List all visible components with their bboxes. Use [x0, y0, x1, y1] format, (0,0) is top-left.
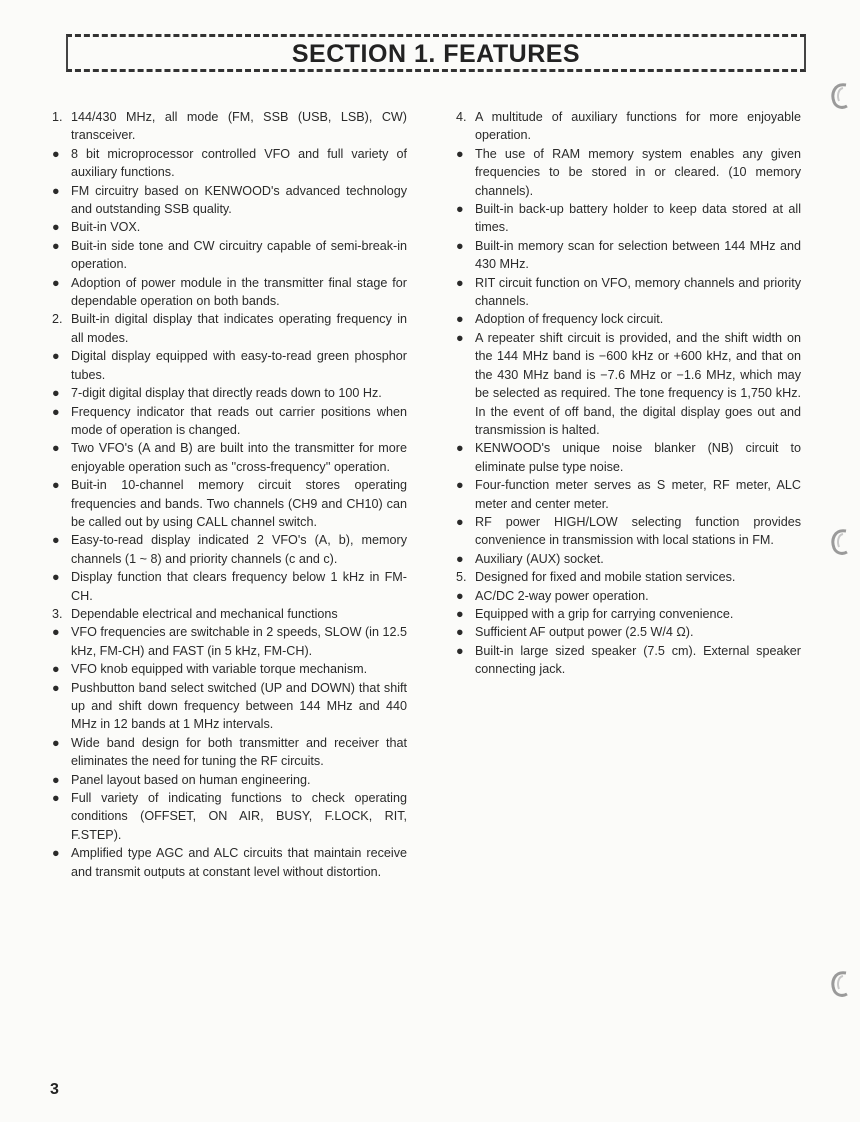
section-number: 3.: [52, 606, 63, 621]
bullet-marker: ●: [456, 238, 464, 253]
feature-item: [456, 623, 801, 641]
feature-text: Panel layout based on human engineering.: [71, 772, 311, 787]
feature-item: [52, 145, 407, 182]
feature-text: Frequency indicator that reads out carrier positions when mode of operation is changed.: [71, 404, 407, 437]
feature-text: Dependable electrical and mechanical functions: [71, 606, 338, 621]
feature-item: [52, 182, 407, 219]
bullet-marker: ●: [52, 680, 60, 695]
bullet-marker: ●: [52, 478, 60, 493]
bullet-marker: ●: [456, 551, 464, 566]
bullet-marker: ●: [52, 625, 60, 640]
feature-text: 8 bit microprocessor controlled VFO and full variety of auxiliary functions.: [71, 146, 407, 180]
bullet-marker: ●: [52, 146, 60, 161]
feature-text: Built-in back-up battery holder to keep data stored at all times.: [475, 202, 801, 235]
feature-item: [52, 789, 407, 844]
feature-text: Full variety of indicating functions to check operating conditions (OFFSET, ON AIR, BUSY, F.LOCK, RIT, F.STEP).: [71, 791, 407, 842]
feature-item: [456, 329, 801, 439]
feature-text: Wide band design for both transmitter and receiver that eliminates the need for tuning the RF circuits.: [71, 735, 407, 769]
bullet-marker: ●: [456, 312, 464, 327]
bullet-marker: ●: [456, 275, 464, 290]
feature-text: AC/DC 2-way power operation.: [475, 588, 649, 603]
feature-text: Built-in digital display that indicates operating frequency in all modes.: [71, 312, 407, 345]
feature-text: Buit-in side tone and CW circuitry capable of semi-break-in operation.: [71, 238, 407, 272]
bullet-marker: ●: [52, 662, 60, 677]
feature-item: [52, 844, 407, 881]
feature-item: [52, 734, 407, 771]
feature-text: Easy-to-read display indicated 2 VFO's (A, b), memory channels (1 ~ 8) and priority channels (c and c).: [71, 533, 407, 566]
feature-item: [52, 531, 407, 568]
feature-item: [456, 310, 801, 328]
feature-item: [52, 623, 407, 660]
feature-item: [52, 310, 407, 347]
feature-text: Sufficient AF output power (2.5 W/4 Ω).: [475, 625, 694, 640]
feature-text: Digital display equipped with easy-to-read green phosphor tubes.: [71, 349, 407, 382]
feature-item: [52, 274, 407, 311]
feature-text: FM circuitry based on KENWOOD's advanced technology and outstanding SSB quality.: [71, 183, 407, 217]
bullet-marker: ●: [456, 606, 464, 621]
bullet-marker: ●: [52, 570, 60, 585]
feature-text: RF power HIGH/LOW selecting function provides convenience in transmission with local stations in FM.: [475, 514, 801, 548]
bullet-marker: ●: [52, 533, 60, 548]
section-number: 4.: [456, 110, 467, 124]
bullet-marker: ●: [456, 478, 464, 493]
section-title: SECTION 1. FEATURES: [291, 40, 581, 68]
section-number: 2.: [52, 312, 63, 327]
feature-text: Adoption of frequency lock circuit.: [475, 312, 664, 327]
bullet-marker: ●: [456, 643, 464, 658]
feature-text: 7-digit digital display that directly reads down to 100 Hz.: [71, 386, 382, 401]
bullet-marker: ●: [456, 202, 464, 217]
feature-item: [456, 568, 801, 586]
feature-item: [52, 439, 407, 476]
feature-text: Adoption of power module in the transmitter final stage for dependable operation on both bands.: [71, 275, 407, 309]
feature-item: [456, 550, 801, 568]
feature-item: [456, 642, 801, 679]
bullet-marker: ●: [52, 791, 60, 806]
feature-item: [456, 200, 801, 237]
feature-item: [52, 384, 407, 402]
feature-text: A multitude of auxiliary functions for more enjoyable operation.: [475, 110, 801, 143]
feature-item: [52, 568, 407, 605]
binder-hole-icon: [828, 970, 850, 998]
feature-item: [456, 605, 801, 623]
feature-text: Built-in large sized speaker (7.5 cm). External speaker connecting jack.: [475, 643, 801, 677]
feature-item: [52, 679, 407, 734]
bullet-marker: ●: [456, 588, 464, 603]
binder-hole-icon: [828, 528, 850, 556]
feature-item: [52, 605, 407, 623]
feature-text: RIT circuit function on VFO, memory channels and priority channels.: [475, 275, 801, 309]
bullet-marker: ●: [52, 349, 60, 364]
feature-text: The use of RAM memory system enables any given frequencies to be stored in or cleared. (10 memory channels).: [475, 146, 801, 198]
bullet-marker: ●: [456, 625, 464, 640]
feature-item: [456, 108, 801, 145]
feature-item: [456, 476, 801, 513]
bullet-marker: ●: [52, 772, 60, 787]
features-right-column: [456, 108, 801, 679]
feature-text: A repeater shift circuit is provided, and the shift width on the 144 MHz band is −600 kHz or +600 kHz, and that on the 430 MHz band is −7.6 MHz or −1.6 MHz, which may be selected as required. The tone frequency is 1,750 kHz. In the event of off band, the digital display goes out and transmission is halted.: [475, 330, 801, 437]
feature-item: [456, 237, 801, 274]
feature-text: Four-function meter serves as S meter, RF meter, ALC meter and center meter.: [475, 478, 801, 511]
feature-item: [52, 108, 407, 145]
page-number: 3: [50, 1081, 59, 1098]
feature-text: VFO knob equipped with variable torque mechanism.: [71, 662, 368, 677]
bullet-marker: ●: [456, 146, 464, 161]
feature-item: [52, 771, 407, 789]
feature-text: VFO frequencies are switchable in 2 speeds, SLOW (in 12.5 kHz, FM-CH) and FAST (in 5 kHz, FM-CH).: [71, 625, 407, 658]
section-header-box: [66, 34, 806, 72]
feature-text: Buit-in 10-channel memory circuit stores operating frequencies and bands. Two channels (CH9 and CH10) can be called out by using CALL channel switch.: [71, 478, 407, 529]
feature-text: Two VFO's (A and B) are built into the transmitter for more enjoyable operation such as ''cross-frequency'' operation.: [71, 441, 407, 474]
feature-item: [52, 218, 407, 236]
bullet-marker: ●: [52, 735, 60, 750]
feature-item: [456, 274, 801, 311]
feature-text: Amplified type AGC and ALC circuits that maintain receive and transmit outputs at constant level without distortion.: [71, 846, 407, 879]
bullet-marker: ●: [52, 386, 60, 401]
bullet-marker: ●: [52, 275, 60, 290]
bullet-marker: ●: [456, 514, 464, 529]
feature-item: [456, 513, 801, 550]
feature-text: 144/430 MHz, all mode (FM, SSB (USB, LSB), CW) transceiver.: [71, 110, 407, 143]
feature-text: Built-in memory scan for selection between 144 MHz and 430 MHz.: [475, 238, 801, 272]
bullet-marker: ●: [52, 238, 60, 253]
bullet-marker: ●: [52, 846, 60, 861]
section-number: 5.: [456, 570, 467, 585]
section-number: 1.: [52, 110, 63, 124]
feature-text: Pushbutton band select switched (UP and DOWN) that shift up and shift down frequency between 144 MHz and 440 MHz in 12 bands at 1 MHz intervals.: [71, 680, 407, 732]
feature-text: Auxiliary (AUX) socket.: [475, 551, 604, 566]
feature-text: Buit-in VOX.: [71, 220, 141, 235]
feature-item: [52, 476, 407, 531]
feature-item: [52, 403, 407, 440]
feature-item: [52, 347, 407, 384]
feature-item: [456, 439, 801, 476]
features-left-column: [52, 108, 407, 881]
feature-item: [456, 145, 801, 200]
bullet-marker: ●: [52, 441, 60, 456]
feature-item: [456, 587, 801, 605]
bullet-marker: ●: [456, 330, 464, 345]
feature-text: Equipped with a grip for carrying convenience.: [475, 606, 734, 621]
binder-hole-icon: [828, 82, 850, 110]
bullet-marker: ●: [52, 404, 60, 419]
bullet-marker: ●: [456, 441, 464, 456]
feature-item: [52, 660, 407, 678]
feature-item: [52, 237, 407, 274]
feature-text: Display function that clears frequency below 1 kHz in FM-CH.: [71, 570, 407, 603]
bullet-marker: ●: [52, 183, 60, 198]
feature-text: Designed for fixed and mobile station services.: [475, 570, 736, 585]
feature-text: KENWOOD's unique noise blanker (NB) circuit to eliminate pulse type noise.: [475, 441, 801, 474]
bullet-marker: ●: [52, 220, 60, 235]
